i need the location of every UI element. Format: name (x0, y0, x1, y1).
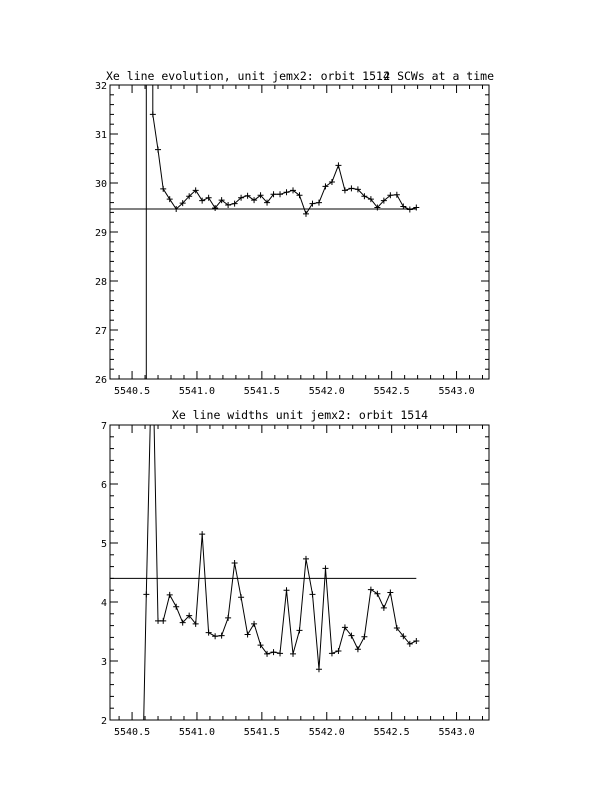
x-tick-label: 5542.5 (373, 727, 410, 738)
data-point (290, 651, 296, 657)
y-tick-label: 30 (94, 179, 107, 190)
data-point (277, 191, 283, 197)
y-tick-label: 26 (94, 375, 107, 386)
data-point (348, 185, 354, 191)
data-point (342, 187, 348, 193)
series-group (146, 85, 419, 379)
data-point (368, 587, 374, 593)
y-tick-label: 31 (94, 130, 107, 141)
data-point (329, 179, 335, 185)
y-tick-label: 27 (94, 326, 107, 337)
series-line (146, 85, 416, 379)
data-point (381, 605, 387, 611)
data-point (238, 594, 244, 600)
data-point (155, 147, 161, 153)
data-point (232, 560, 238, 566)
x-tick-label: 5541.0 (178, 727, 216, 738)
data-point (277, 650, 283, 656)
x-tick-label: 5540.5 (114, 386, 151, 397)
data-point (245, 193, 251, 199)
data-point (206, 630, 212, 636)
data-point (394, 192, 400, 198)
data-point (413, 205, 419, 211)
data-point (322, 565, 328, 571)
panel-line-evolution (95, 69, 494, 397)
data-point (329, 650, 335, 656)
data-point (335, 162, 341, 168)
y-tick-label: 7 (100, 421, 107, 432)
plot-frame (110, 425, 489, 720)
data-point (199, 198, 205, 204)
axis-ticks (95, 81, 489, 397)
plot-frame (110, 85, 489, 379)
x-tick-label: 5543.0 (438, 727, 475, 738)
panel-line-widths (101, 408, 489, 738)
data-point (407, 206, 413, 212)
data-point (316, 200, 322, 206)
x-tick-label: 5542.0 (308, 386, 345, 397)
data-point (284, 189, 290, 195)
data-point (309, 201, 315, 207)
data-point (355, 646, 361, 652)
data-point (245, 631, 251, 637)
y-tick-label: 32 (94, 81, 107, 92)
data-point (309, 591, 315, 597)
y-tick-label: 2 (100, 716, 107, 727)
series-group (143, 425, 419, 720)
y-tick-label: 3 (100, 657, 107, 668)
x-tick-label: 5540.5 (114, 727, 151, 738)
data-point (303, 211, 309, 217)
data-point (173, 604, 179, 610)
data-point (361, 634, 367, 640)
data-point (374, 591, 380, 597)
data-point (413, 638, 419, 644)
data-point (322, 183, 328, 189)
x-tick-label: 5541.5 (243, 386, 280, 397)
data-point (303, 556, 309, 562)
chart-title-right: 2 SCWs at a time (383, 69, 494, 83)
x-tick-label: 5542.5 (373, 386, 410, 397)
y-tick-label: 6 (100, 480, 107, 491)
x-tick-label: 5541.5 (243, 727, 280, 738)
series-line (144, 425, 417, 720)
data-point (387, 590, 393, 596)
data-point (297, 627, 303, 633)
data-point (251, 621, 257, 627)
x-tick-label: 5542.0 (308, 727, 345, 738)
data-point (225, 615, 231, 621)
x-tick-label: 5541.0 (178, 386, 216, 397)
chart-title-left: Xe line evolution, unit jemx2: orbit 1514 (106, 69, 390, 83)
data-point (284, 587, 290, 593)
data-point (335, 648, 341, 654)
data-point (271, 649, 277, 655)
y-tick-label: 29 (94, 228, 107, 239)
data-point (316, 666, 322, 672)
data-point (219, 633, 225, 639)
y-tick-label: 28 (94, 277, 107, 288)
data-point (206, 195, 212, 201)
data-point (150, 111, 156, 117)
data-point (199, 531, 205, 537)
y-tick-label: 5 (100, 539, 107, 550)
y-tick-label: 4 (100, 598, 107, 609)
data-point (212, 633, 218, 639)
data-point (143, 591, 149, 597)
data-point (160, 186, 166, 192)
data-point (167, 592, 173, 598)
axis-ticks (101, 421, 489, 738)
x-tick-label: 5543.0 (438, 386, 475, 397)
data-point (160, 618, 166, 624)
chart-title: Xe line widths unit jemx2: orbit 1514 (171, 408, 429, 422)
data-point (167, 196, 173, 202)
data-point (155, 618, 161, 624)
